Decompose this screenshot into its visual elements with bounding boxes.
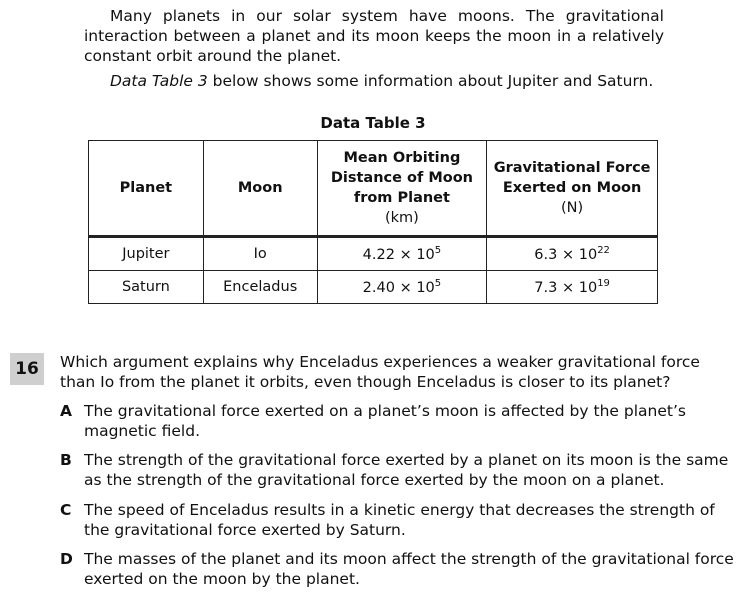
header-planet: Planet	[89, 141, 204, 237]
force-base: 6.3 × 10	[534, 246, 598, 263]
table-reference-name: Data Table 3	[110, 72, 208, 90]
force-exponent: 22	[597, 245, 610, 257]
option-text: The masses of the planet and its moon affect the strength of the gravitational force exerted on the moon by the planet.	[84, 550, 734, 588]
header-force	[487, 141, 658, 237]
cell-moon: Io	[203, 237, 317, 271]
table-title: Data Table 3	[320, 114, 426, 132]
question-stem: Which argument explains why Enceladus experiences a weaker gravitational force than Io from the planet it orbits, even though Enceladus is closer to its planet?	[60, 353, 700, 391]
cell-planet: Jupiter	[89, 237, 204, 271]
data-table	[88, 140, 658, 304]
distance-exponent: 5	[434, 245, 442, 257]
table-header-row	[89, 141, 658, 237]
force-exponent: 19	[597, 278, 610, 290]
question-number-badge: 16	[10, 353, 44, 385]
table-row	[89, 237, 658, 271]
intro-paragraph: Many planets in our solar system have moons. The gravitational interaction between a planet and its moon keeps the moon in a relatively constant orbit around the planet.	[84, 7, 664, 65]
table-reference-rest: below shows some information about Jupiter and Saturn.	[207, 72, 654, 90]
cell-distance	[317, 271, 487, 304]
option-letter: C	[60, 501, 72, 519]
header-distance	[317, 141, 487, 237]
distance-exponent: 5	[434, 278, 442, 290]
cell-force	[487, 271, 658, 304]
table-row	[89, 271, 658, 304]
header-distance-label: Mean Orbiting Distance of Moon from Planet	[330, 150, 473, 206]
table-reference-sentence	[110, 71, 670, 91]
option-letter: B	[60, 451, 72, 469]
force-base: 7.3 × 10	[534, 279, 598, 296]
distance-base: 2.40 × 10	[362, 279, 435, 296]
cell-force	[487, 237, 658, 271]
header-distance-unit: (km)	[385, 210, 419, 226]
cell-planet: Saturn	[89, 271, 204, 304]
cell-distance	[317, 237, 487, 271]
distance-base: 4.22 × 10	[362, 246, 435, 263]
option-text: The strength of the gravitational force exerted by a planet on its moon is the same as the strength of the gravitational force exerted by the moon on a planet.	[84, 451, 729, 489]
option-text: The speed of Enceladus results in a kinetic energy that decreases the strength of the gravitational force exerted by Saturn.	[84, 501, 715, 539]
cell-moon: Enceladus	[203, 271, 317, 304]
header-force-unit: (N)	[561, 200, 584, 216]
option-letter: D	[60, 550, 73, 568]
header-moon: Moon	[203, 141, 317, 237]
header-force-label: Gravitational Force Exerted on Moon	[493, 160, 651, 196]
option-text: The gravitational force exerted on a planet’s moon is affected by the planet’s magnetic field.	[84, 402, 686, 440]
option-letter: A	[60, 402, 72, 420]
